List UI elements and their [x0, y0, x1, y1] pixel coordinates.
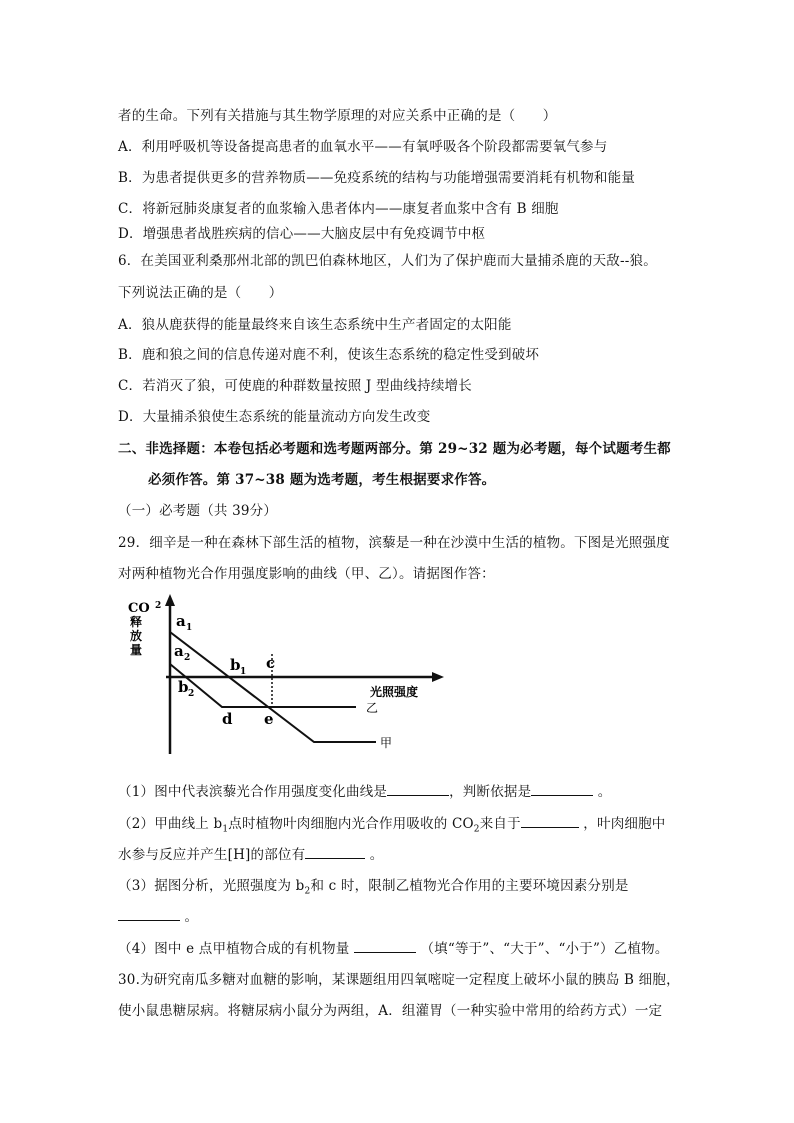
- option-b: B．为患者提供更多的营养物质——免疫系统的结构与功能增强需要消耗有机物和能量: [118, 170, 636, 186]
- question-30-cont: 使小鼠患糖尿病。将糖尿病小鼠分为两组，A．组灌胃（一种实验中常用的给药方式）一定: [118, 1003, 663, 1019]
- point-c: c: [266, 654, 276, 672]
- answer-blank[interactable]: [118, 908, 180, 921]
- svg-text:2: 2: [184, 653, 191, 663]
- option-c: C．若消灭了狼，可使鹿的种群数量按照 J 型曲线持续增长: [118, 378, 472, 394]
- answer-blank[interactable]: [521, 815, 579, 828]
- option-d: D．增强患者战胜疾病的信心——大脑皮层中有免疫调节中枢: [118, 226, 486, 242]
- question-30: 30.为研究南瓜多糖对血糖的影响，某课题组用四氧嘧啶一定程度上破坏小鼠的胰岛 B 细胞，: [118, 972, 680, 988]
- subsection-heading: （一）必考题（共 39分）: [118, 503, 278, 519]
- point-b2: b: [178, 678, 189, 696]
- answer-blank[interactable]: [387, 783, 449, 796]
- subquestion-3-cont: 。: [118, 905, 198, 925]
- point-a2: a: [174, 642, 184, 660]
- question-6-stem: 下列说法正确的是（ ）: [118, 285, 283, 301]
- svg-text:1: 1: [240, 667, 247, 677]
- subquestion-4: （4）图中 e 点甲植物合成的有机物量 （填“等于”、“大于”、“小于”）乙植物。: [118, 941, 669, 957]
- option-d: D．大量捕杀狼使生态系统的能量流动方向发生改变: [118, 409, 431, 425]
- option-a: A．狼从鹿获得的能量最终来自该生态系统中生产者固定的太阳能: [118, 317, 512, 333]
- y-axis-label-char: 释: [130, 615, 143, 629]
- point-b1: b: [230, 656, 241, 674]
- text-line: 者的生命。下列有关措施与其生物学原理的对应关系中正确的是（ ）: [118, 108, 557, 124]
- section-heading: 二、非选择题：本卷包括必考题和选考题两部分。第 29~32 题为必考题，每个试题考生都: [118, 441, 671, 457]
- point-a1: a: [176, 612, 186, 630]
- point-e: e: [264, 710, 274, 728]
- y-axis-label-char: 放: [130, 629, 143, 643]
- y-axis-label-char: 量: [130, 643, 143, 657]
- svg-text:2: 2: [188, 689, 195, 699]
- point-d: d: [222, 710, 233, 728]
- x-axis-label: 光照强度: [370, 685, 419, 699]
- question-6: 6．在美国亚利桑那州北部的凯巴伯森林地区，人们为了保护鹿而大量捕杀鹿的天敌--狼。: [118, 253, 657, 269]
- curve-jia-label: 甲: [380, 736, 393, 750]
- option-a: A．利用呼吸机等设备提高患者的血氧水平——有氧呼吸各个阶段都需要氧气参与: [118, 139, 608, 155]
- y-axis-label: CO: [128, 601, 150, 616]
- section-heading-cont: 必须作答。第 37~38 题为选考题，考生根据要求作答。: [148, 472, 496, 488]
- light-intensity-figure: [122, 592, 452, 762]
- answer-blank[interactable]: [531, 783, 593, 796]
- option-b: B．鹿和狼之间的信息传递对鹿不利，使该生态系统的稳定性受到破坏: [118, 347, 540, 363]
- subquestion-2: （2）甲曲线上 $b_1$点时植物叶肉细胞内光合作用吸收的 $CO_2$来自于 ，叶肉细胞中: [118, 816, 666, 835]
- curve-yi-label: 乙: [366, 701, 379, 715]
- svg-text:1: 1: [186, 623, 193, 633]
- subquestion-3: （3）据图分析，光照强度为 $b_2$和 c 时，限制乙植物光合作用的主要环境因素分别是: [118, 878, 629, 897]
- answer-blank[interactable]: [305, 846, 365, 859]
- subquestion-2-cont: 水参与反应并产生[H]的部位有 。: [118, 847, 384, 863]
- subquestion-1: （1）图中代表滨藜光合作用强度变化曲线是 ，判断依据是 。: [118, 784, 612, 800]
- question-29: 29．细辛是一种在森林下部生活的植物，滨藜是一种在沙漠中生活的植物。下图是光照强度: [118, 535, 670, 551]
- y-axis-label-sub: 2: [155, 601, 162, 611]
- option-c: C．将新冠肺炎康复者的血浆输入患者体内——康复者血浆中含有 B 细胞: [118, 201, 559, 217]
- question-29-cont: 对两种植物光合作用强度影响的曲线（甲、乙）。请据图作答：: [118, 566, 495, 582]
- answer-blank[interactable]: [354, 940, 416, 953]
